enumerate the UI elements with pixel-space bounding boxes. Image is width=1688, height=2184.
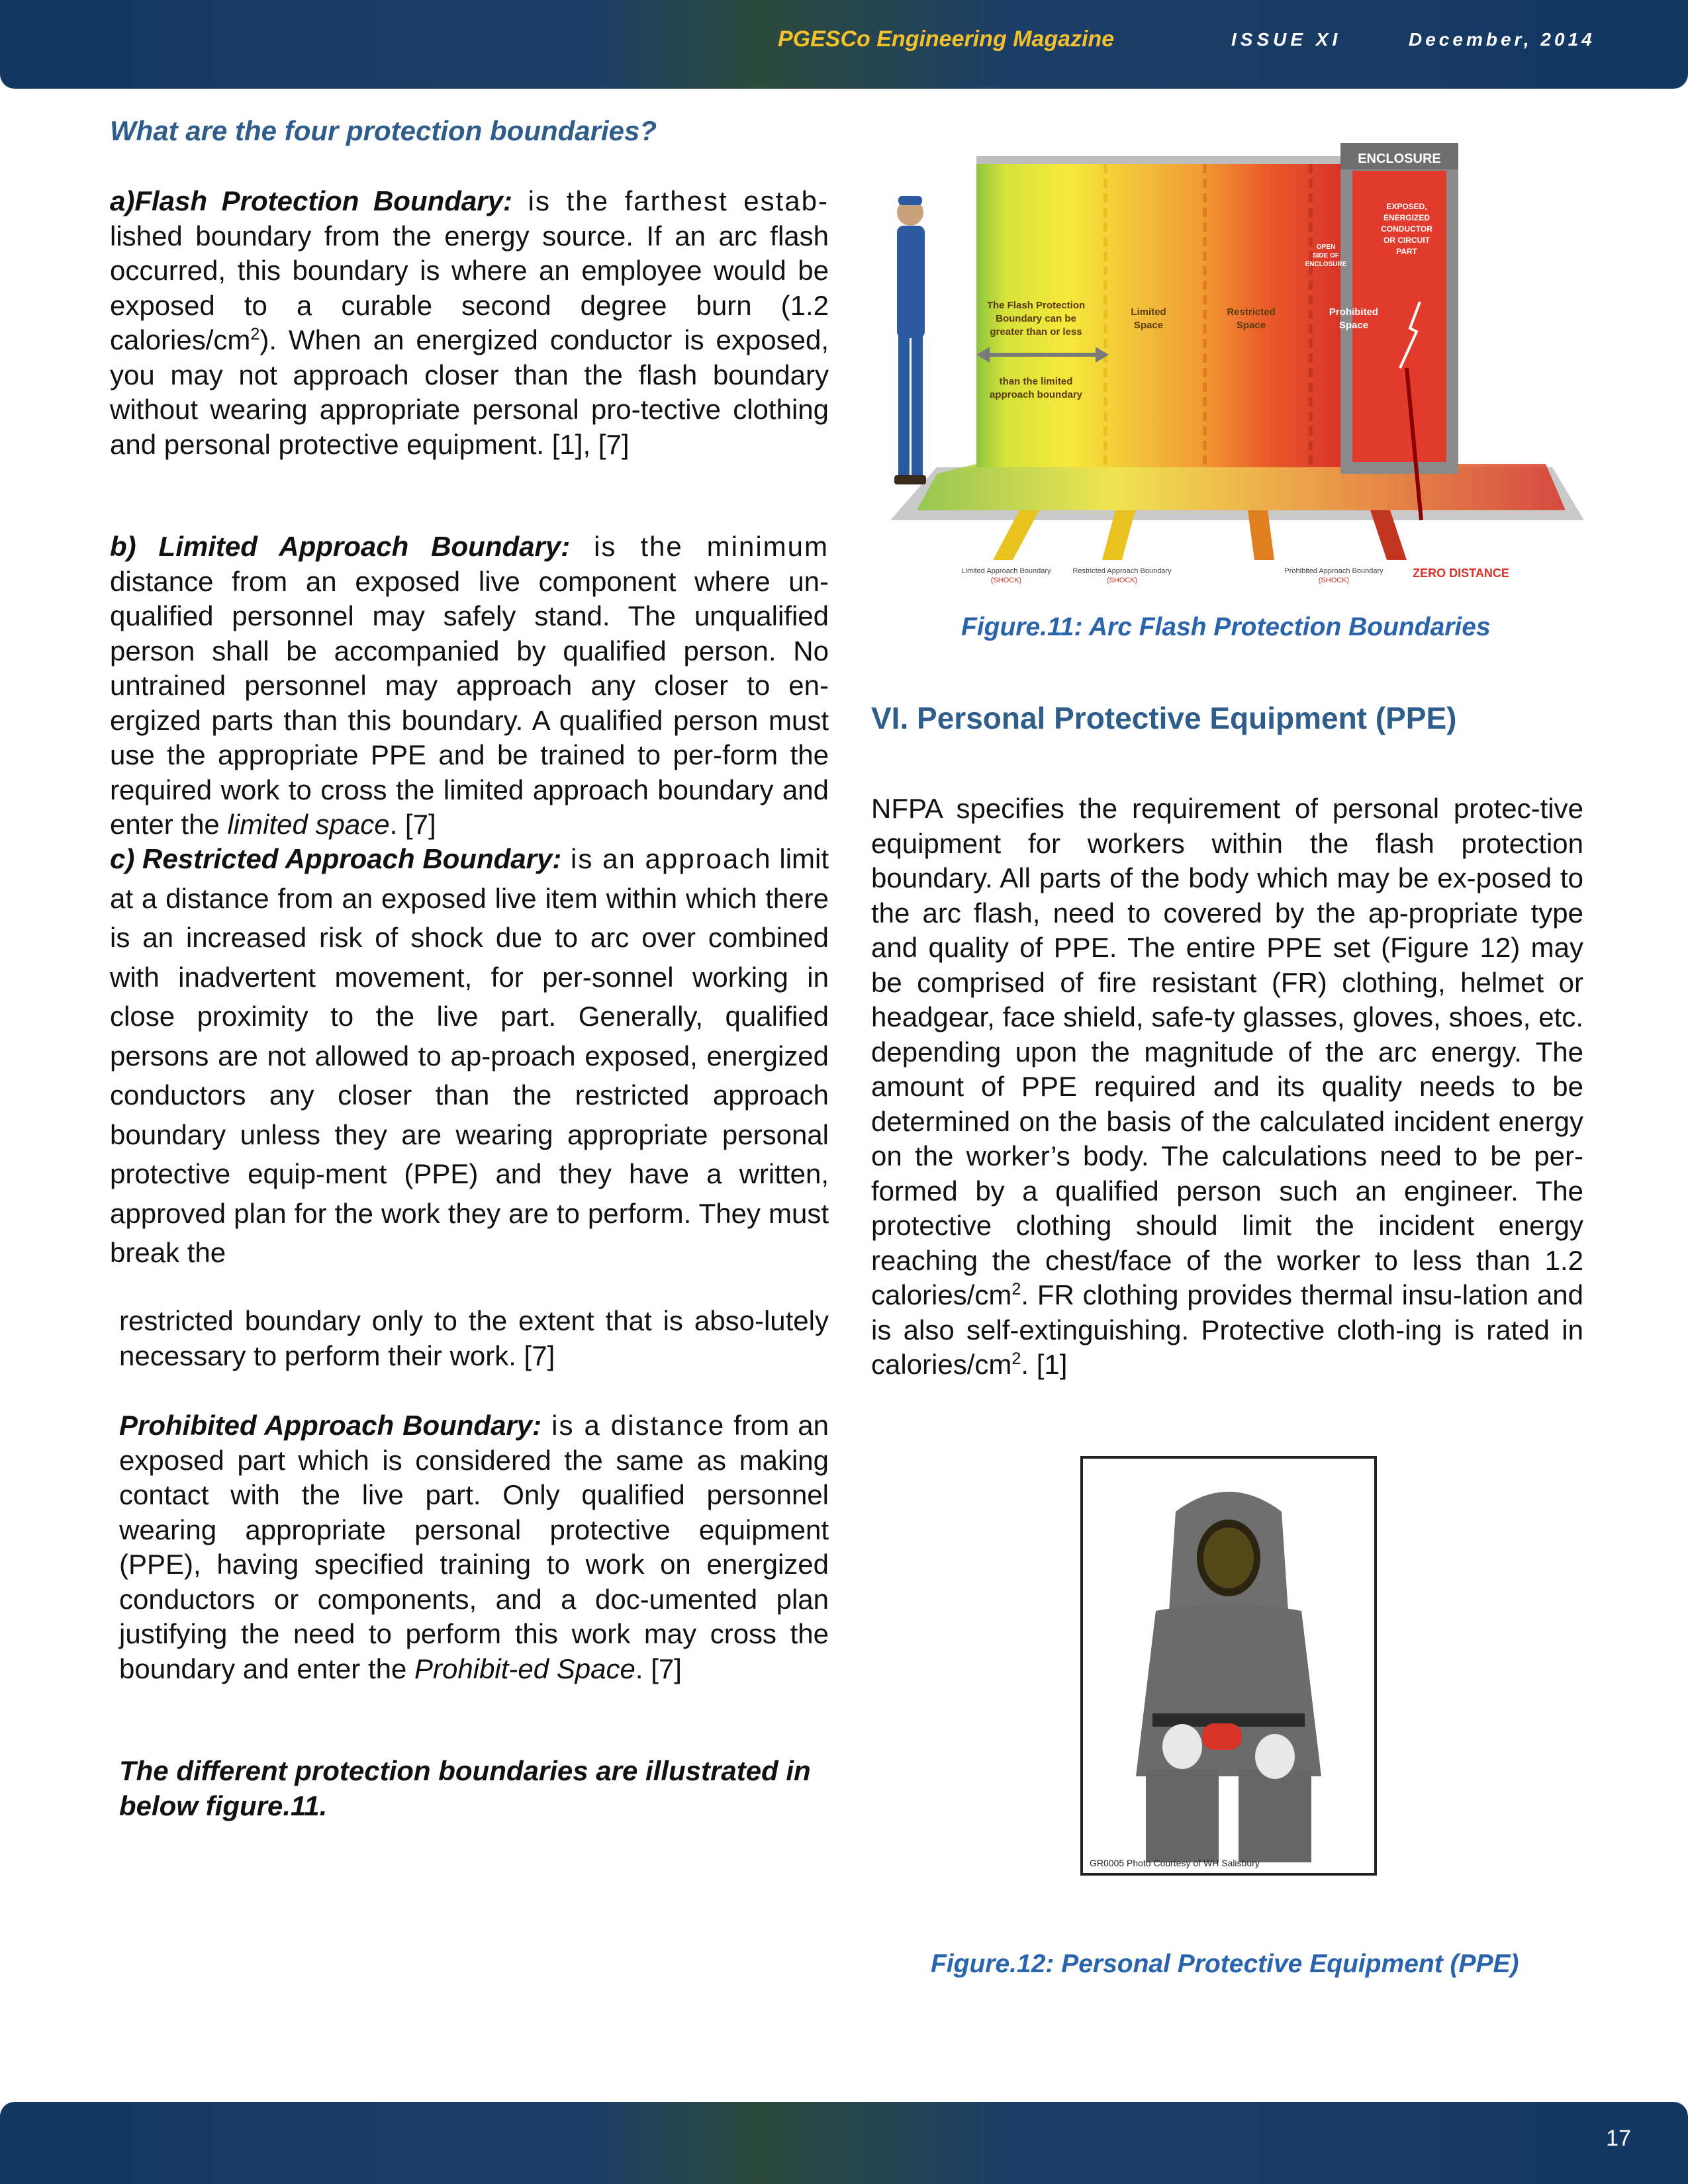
svg-text:Limited: Limited xyxy=(1131,306,1166,318)
svg-text:than the limited: than the limited xyxy=(999,376,1073,387)
svg-text:Restricted: Restricted xyxy=(1227,306,1276,318)
issue-label: ISSUE XI xyxy=(1231,29,1342,50)
ppe-suit-photo xyxy=(1080,1456,1377,1876)
svg-text:(SHOCK): (SHOCK) xyxy=(1318,576,1350,584)
section-question: What are the four protection boundaries? xyxy=(110,115,657,146)
figure-11-caption: Figure.11: Arc Flash Protection Boundaries xyxy=(961,613,1491,641)
prohibited-boundary-term: Prohibited Approach Boundary: xyxy=(119,1410,542,1441)
zero-distance-label: ZERO DISTANCE xyxy=(1413,567,1509,580)
svg-text:Prohibited: Prohibited xyxy=(1329,306,1379,318)
prohibited-boundary-floor-label: Prohibited Approach Boundary xyxy=(1284,567,1383,575)
limited-boundary-paragraph: b) Limited Approach Boundary: is the minimum distance from an exposed live component where un-qualified personnel may safely stand. The unqualified person shall be accompanied by qualified person. No untrained personnel may approach any closer to en-ergized parts than this boundary. A qualified person must use the appropriate PPE and be trained to per-form the required work to cross the limited approach boundary and enter the limited space. [7] xyxy=(110,531,829,840)
prohibited-boundary-paragraph: Prohibited Approach Boundary: is a distance from an exposed part which is considered the same as making contact with the live part. Only qualified personnel wearing appropriate personal protective equipment (PPE), having specified training to work on energized conductors or components, and a doc-umented plan justifying the need to perform this work may cross the boundary and enter the Prohibit-ed Space. [7] xyxy=(119,1410,829,1684)
svg-text:Boundary can be: Boundary can be xyxy=(996,313,1076,324)
enclosure-label: ENCLOSURE xyxy=(1358,152,1441,166)
svg-text:approach boundary: approach boundary xyxy=(989,389,1083,400)
restricted-boundary-term: c) Restricted Approach Boundary: xyxy=(110,843,562,874)
issue-date: December, 2014 xyxy=(1409,29,1595,50)
svg-text:The Flash Protection: The Flash Protection xyxy=(986,300,1086,311)
page-number: 17 xyxy=(1606,2126,1631,2151)
svg-text:OPEN: OPEN xyxy=(1316,244,1336,251)
arc-flash-boundaries-figure xyxy=(877,130,1589,593)
photo-credit: GR0005 Photo Courtesy of WH Salisbury xyxy=(1090,1858,1260,1868)
svg-text:EXPOSED,: EXPOSED, xyxy=(1386,202,1427,211)
svg-text:Space: Space xyxy=(1133,320,1164,331)
restricted-boundary-continued: restricted boundary only to the extent that is abso-lutely necessary to perform their work. [7] xyxy=(119,1305,829,1371)
magazine-title: PGESCo Engineering Magazine xyxy=(778,26,1115,52)
svg-text:(SHOCK): (SHOCK) xyxy=(1106,576,1138,584)
worker-silhouette xyxy=(894,196,926,484)
svg-text:ENERGIZED: ENERGIZED xyxy=(1383,213,1430,222)
flash-boundary-paragraph: a)Flash Protection Boundary: is the farthest estab- lished boundary from the energy source. If an arc flash occurred, this boundary is where an employee would be exposed to a curable second degree burn (1.2 calories/$cm^2$). When an energized conductor is exposed, you may not approach closer than the flash boundary without wearing appropriate personal pro-tective clothing and personal protective equipment. [1], [7] xyxy=(110,185,829,460)
svg-text:ENCLOSURE: ENCLOSURE xyxy=(1305,261,1347,268)
flash-boundary-term: a)Flash Protection Boundary: xyxy=(110,185,512,216)
figure-12-caption: Figure.12: Personal Protective Equipment (PPE) xyxy=(931,1950,1519,1978)
svg-text:Space: Space xyxy=(1236,320,1266,331)
closing-statement: The different protection boundaries are illustrated in below figure.11. xyxy=(119,1755,811,1821)
footer-bar xyxy=(0,2102,1688,2184)
svg-text:greater than or less: greater than or less xyxy=(990,326,1082,338)
ppe-paragraph: NFPA specifies the requirement of personal protec-tive equipment for workers within the flash protection boundary. All parts of the body which may be ex-posed to the arc flash, need to covered by the ap-propriate type and quality of PPE. The entire PPE set (Figure 12) may be comprised of fire resistant (FR) clothing, helmet or headgear, face shield, safe-ty glasses, gloves, shoes, etc. depending upon the magnitude of the arc energy. The amount of PPE required and its quality needs to be determined on the basis of the calculated incident energy on the worker’s body. The calculations need to be per-formed by a qualified person such an engineer. The protective clothing should limit the incident energy reaching the chest/face of the worker to less than 1.2 calories/$cm^2$. FR clothing provides thermal insu-lation and is also self-extinguishing. Protective cloth-ing is rated in calories/$cm^2$. [1] xyxy=(871,793,1583,1380)
ppe-section-title: VI. Personal Protective Equipment (PPE) xyxy=(871,701,1457,735)
restricted-boundary-floor-label: Restricted Approach Boundary xyxy=(1072,567,1172,575)
svg-text:SIDE OF: SIDE OF xyxy=(1312,252,1340,259)
svg-text:CONDUCTOR: CONDUCTOR xyxy=(1381,224,1432,234)
limited-boundary-term: b) Limited Approach Boundary: xyxy=(110,531,571,562)
limited-boundary-floor-label: Limited Approach Boundary xyxy=(961,567,1051,575)
restricted-boundary-paragraph: c) Restricted Approach Boundary: is an approach limit at a distance from an exposed live item within which there is an increased risk of shock due to arc over combined with inadvertent movement, for per-sonnel working in close proximity to the live part. Generally, qualified persons are not allowed to ap-proach exposed, energized conductors any closer than the restricted approach boundary unless they are wearing appropriate personal protective equip-ment (PPE) and they have a written, approved plan for the work they are to perform. They must break the xyxy=(110,843,829,1268)
svg-text:Space: Space xyxy=(1338,320,1369,331)
svg-text:(SHOCK): (SHOCK) xyxy=(990,576,1022,584)
svg-text:OR CIRCUIT: OR CIRCUIT xyxy=(1383,236,1430,245)
svg-text:PART: PART xyxy=(1396,247,1417,256)
